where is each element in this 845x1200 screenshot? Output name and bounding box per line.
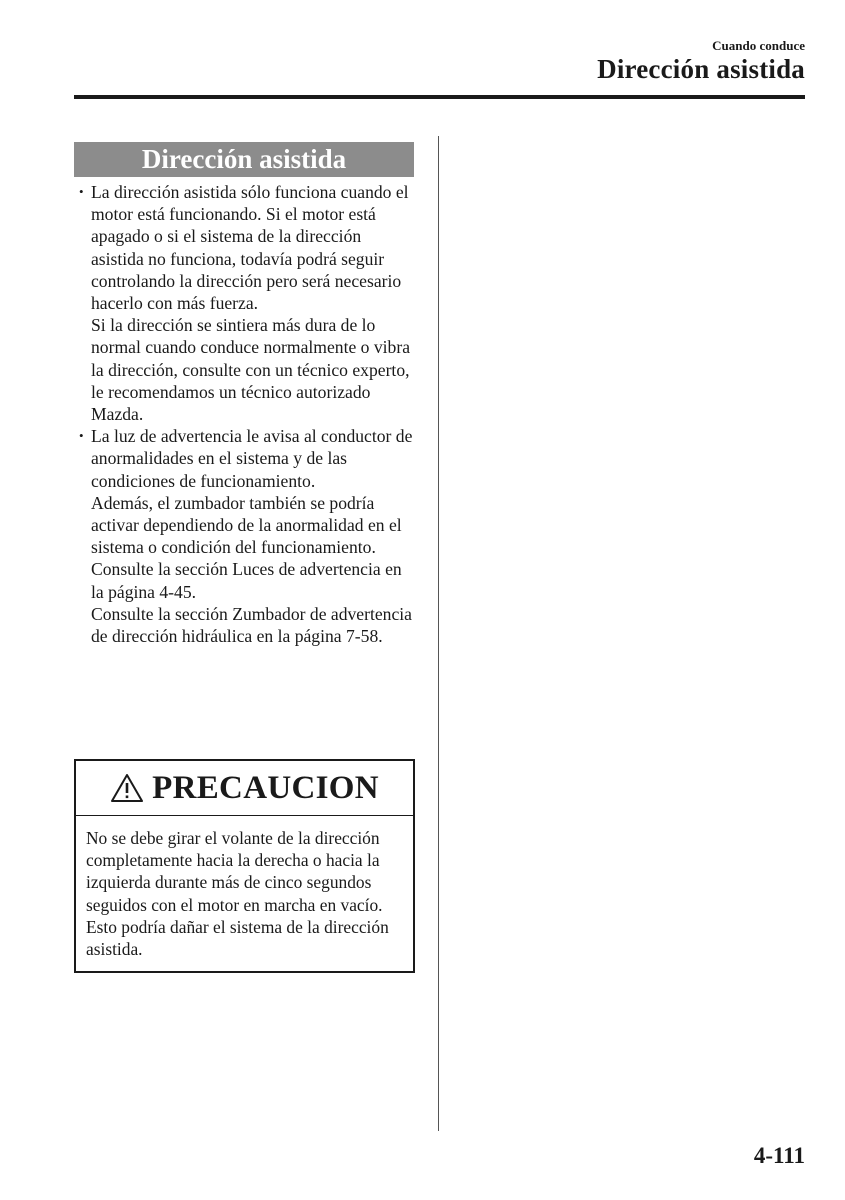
- bullet-paragraph: • La dirección asistida sólo funciona cuando el motor está funcionando. Si el motor está apagado o si el sistema de la dirección asistida no funciona, todavía podrá seguir controlando la dirección pero será necesario hacerlo con más fuerza.: [91, 182, 409, 314]
- caution-title: PRECAUCION: [152, 769, 379, 806]
- section-title: Dirección asistida: [74, 142, 414, 177]
- header-rule: [74, 95, 805, 99]
- bullet-list: [78, 181, 418, 647]
- caution-box: [74, 759, 415, 973]
- warning-triangle-icon: [110, 773, 144, 803]
- bullet-item: [78, 425, 418, 647]
- bullet-paragraph: Consulte la sección Luces de advertencia en la página 4-45.: [91, 559, 402, 602]
- bullet-item: [78, 181, 418, 425]
- caution-header: [76, 761, 413, 816]
- caution-text: No se debe girar el volante de la dirección completamente hacia la derecha o hacia la izquierda durante más de cinco segundos seguidos con el motor en marcha en vacío. Esto podría dañar el sistema de la dirección asistida.: [86, 828, 389, 960]
- bullet-paragraph: Consulte la sección Zumbador de advertencia de dirección hidráulica en la página 7-58.: [91, 603, 412, 647]
- bullet-paragraph: • La luz de advertencia le avisa al conductor de anormalidades en el sistema y de las condiciones de funcionamiento.: [91, 426, 413, 491]
- header-kicker: Cuando conduce: [712, 38, 805, 53]
- bullet-paragraph: Además, el zumbador también se podría activar dependiendo de la anormalidad en el sistema o condición del funcionamiento.: [91, 492, 402, 558]
- page-number: 4-111: [753, 1143, 805, 1168]
- page-title: Dirección asistida: [597, 54, 805, 84]
- column-divider: [438, 136, 439, 1131]
- bullet-paragraph: Si la dirección se sintiera más dura de lo normal cuando conduce normalmente o vibra la dirección, consulte con un técnico experto, le recomendamos un técnico autorizado Mazda.: [91, 315, 411, 425]
